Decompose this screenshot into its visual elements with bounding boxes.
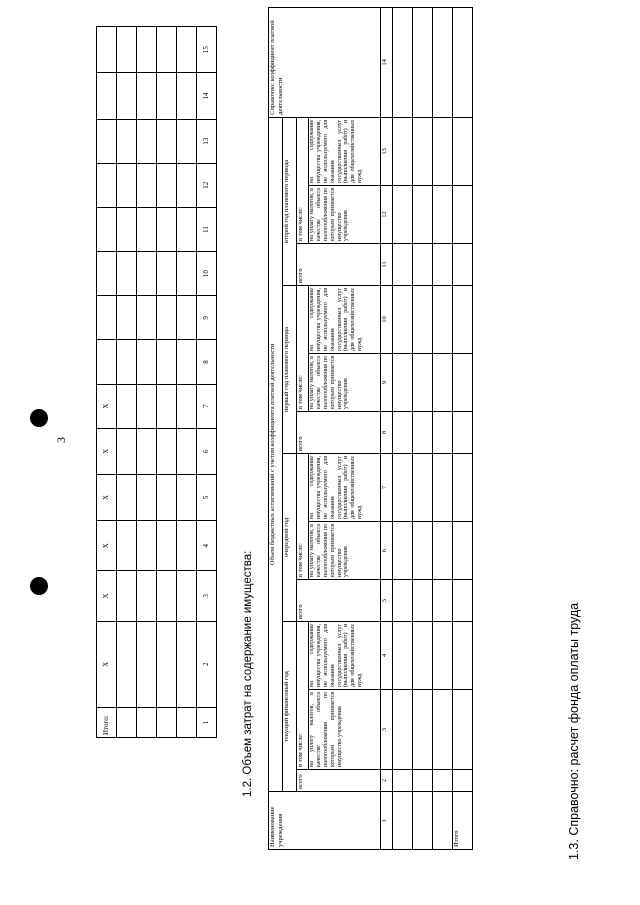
including-header: в том числе: xyxy=(297,622,309,770)
column-number: 11 xyxy=(381,244,393,286)
sub-header-tax: на уплату налогов, в качестве объекта налогообложения по которым признается имущество учреждения xyxy=(309,354,381,412)
year-header-current: текущий финансовый год xyxy=(283,622,297,792)
column-number: 3 xyxy=(197,571,217,621)
sub-header-maintenance: на содержание имущества учреждения, не используемого для оказания государственных услуг (выполнения работ) и для общехозяйственных нужд xyxy=(309,117,381,185)
sub-header-tax: на уплату налогов, в качестве объекта налогообложения по которым признается имущество учреждения xyxy=(309,186,381,244)
col-ref-header: Справочно: коэффициент платной деятельности xyxy=(269,7,381,117)
column-number: 11 xyxy=(197,207,217,251)
page-number: 3 xyxy=(54,437,68,443)
table-row-itogo xyxy=(453,7,473,849)
table-row xyxy=(157,27,177,738)
column-number: 4 xyxy=(197,521,217,571)
table-row xyxy=(117,27,137,738)
table-cell xyxy=(97,163,117,207)
table-row-numbers xyxy=(197,27,217,738)
sub-header-tax: на уплату налогов, в качестве объекта налогообложения по которым признается имущество учреждения xyxy=(309,690,381,770)
col-name-header: Наименование учреждения xyxy=(269,792,381,850)
continuation-table xyxy=(96,26,217,738)
table-row xyxy=(433,7,453,849)
table-cell: X xyxy=(97,571,117,621)
column-number: 12 xyxy=(197,163,217,207)
column-number: 13 xyxy=(381,117,393,185)
including-header: в том числе: xyxy=(297,286,309,412)
column-number: 9 xyxy=(197,296,217,340)
col-group-header: Объем бюджетных ассигнований с учетом коэффициента платной деятельности xyxy=(269,117,283,791)
table-cell: X xyxy=(97,521,117,571)
table-row xyxy=(137,27,157,738)
table-row-itogo xyxy=(97,27,117,738)
column-number: 14 xyxy=(381,7,393,117)
table-row xyxy=(393,7,413,849)
including-header: в том числе: xyxy=(297,117,309,243)
sub-header-maintenance: на содержание имущества учреждения, не используемого для оказания государственных услуг (выполнения работ) и для общехозяйственных нужд xyxy=(309,622,381,690)
table-cell xyxy=(97,27,117,73)
table-cell xyxy=(97,207,117,251)
property-costs-table xyxy=(268,7,473,850)
table-row xyxy=(177,27,197,738)
table-cell xyxy=(97,119,117,163)
column-number: 4 xyxy=(381,622,393,690)
sub-header-maintenance: на содержание имущества учреждения, не используемого для оказания государственных услуг (выполнения работ) и для общехозяйственных нужд xyxy=(309,454,381,522)
including-header: в том числе: xyxy=(297,454,309,580)
table-cell xyxy=(97,252,117,296)
total-header: всего xyxy=(297,770,381,792)
column-number: 2 xyxy=(381,770,393,792)
column-number: 14 xyxy=(197,73,217,119)
punch-hole-top xyxy=(30,409,48,427)
column-number: 3 xyxy=(381,690,393,770)
column-number: 1 xyxy=(197,707,217,737)
year-header-plan1: первый год планового периода xyxy=(283,286,297,454)
column-number: 6 xyxy=(197,428,217,474)
itogo-label: Итого xyxy=(453,792,473,850)
total-header: всего xyxy=(297,412,381,454)
column-number: 7 xyxy=(381,454,393,522)
section-heading-1-2: 1.2. Объем затрат на содержание имущества: xyxy=(242,550,254,797)
column-number: 12 xyxy=(381,186,393,244)
sub-header-tax: на уплату налогов, в качестве объекта налогообложения по которым признается имущество учреждения xyxy=(309,522,381,580)
table-cell xyxy=(97,340,117,384)
table-cell: X xyxy=(97,621,117,707)
table-cell xyxy=(97,73,117,119)
column-number: 8 xyxy=(381,412,393,454)
column-number: 9 xyxy=(381,354,393,412)
column-number: 1 xyxy=(381,792,393,850)
column-number: 2 xyxy=(197,621,217,707)
column-number: 13 xyxy=(197,119,217,163)
column-number: 7 xyxy=(197,384,217,428)
table-cell: X xyxy=(97,384,117,428)
sub-header-maintenance: на содержание имущества учреждения, не используемого для оказания государственных услуг (выполнения работ) и для общехозяйственных нужд xyxy=(309,286,381,354)
column-number: 15 xyxy=(197,27,217,73)
year-header-next: очередной год xyxy=(283,454,297,622)
table-cell: X xyxy=(97,428,117,474)
section-heading-1-3: 1.3. Справочно: расчет фонда оплаты труда xyxy=(567,602,581,860)
column-number: 10 xyxy=(197,252,217,296)
total-header: всего xyxy=(297,244,381,286)
table-cell xyxy=(97,296,117,340)
column-number: 5 xyxy=(197,474,217,520)
punch-hole-bottom xyxy=(30,577,48,595)
table-cell: X xyxy=(97,474,117,520)
table-row-numbers xyxy=(381,7,393,849)
column-number: 10 xyxy=(381,286,393,354)
table-row xyxy=(413,7,433,849)
table-cell: Итого: xyxy=(97,707,117,737)
total-header: всего xyxy=(297,580,381,622)
column-number: 6 xyxy=(381,522,393,580)
column-number: 5 xyxy=(381,580,393,622)
year-header-plan2: второй год планового периода xyxy=(283,117,297,285)
column-number: 8 xyxy=(197,340,217,384)
